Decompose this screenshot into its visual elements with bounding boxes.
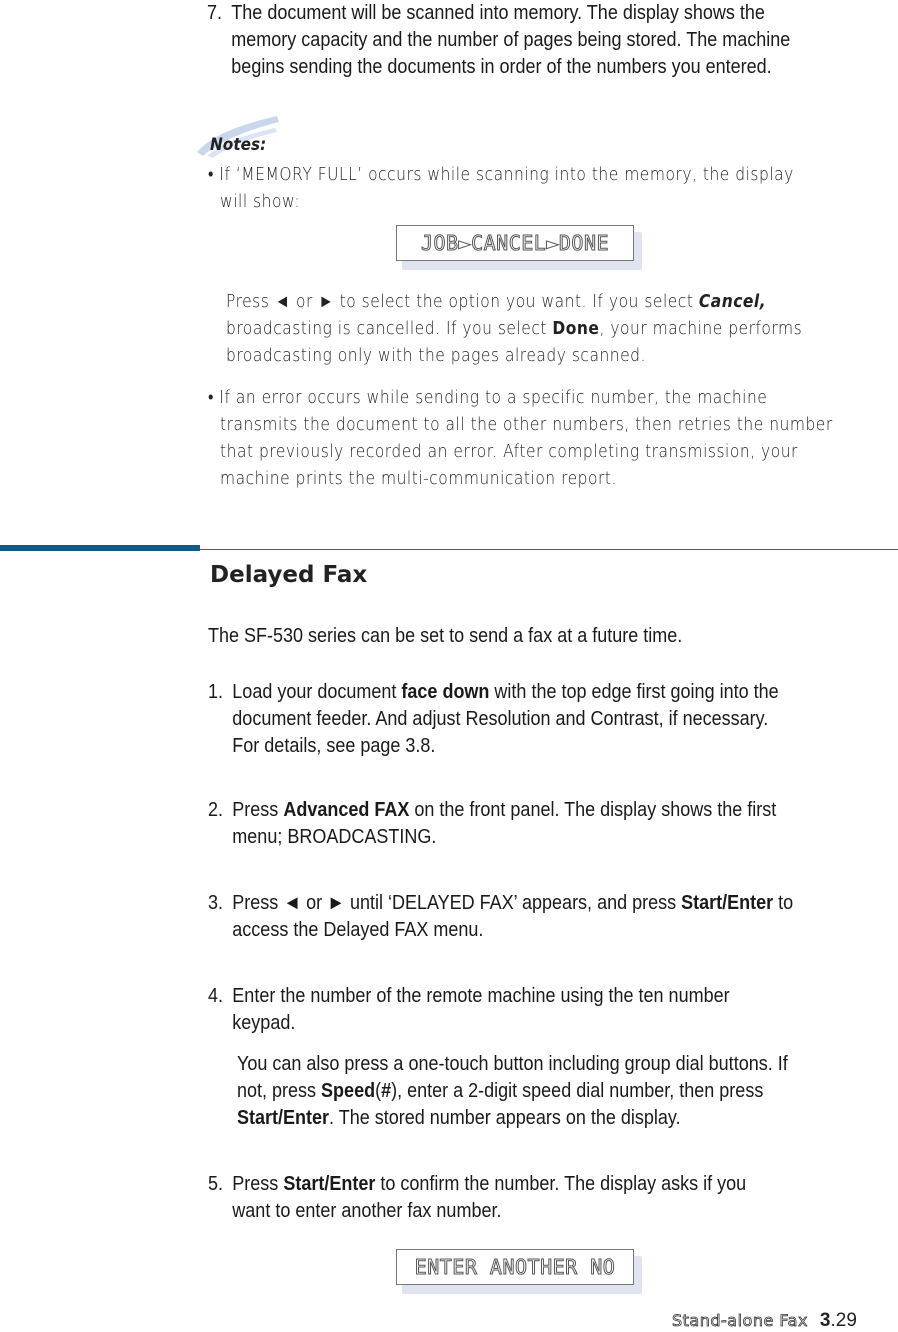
- footer-chapter: 3: [819, 1310, 831, 1331]
- step-text: Load your document: [232, 681, 402, 703]
- notes-heading: Notes:: [210, 135, 267, 155]
- note-text: broadcasting only with the pages already scanned.: [226, 345, 646, 366]
- step-bold-speed: Speed: [321, 1080, 376, 1102]
- step-1: [208, 679, 779, 760]
- notes-bullet-2: [208, 384, 833, 492]
- note-bold-cancel: Cancel,: [698, 291, 767, 312]
- step-number: 2.: [208, 799, 224, 821]
- notes-bullet-1: [208, 161, 794, 215]
- step-text: Press ◄ or ► until ‘DELAYED FAX’ appears, and press: [232, 892, 682, 914]
- step-text: Press: [232, 799, 284, 821]
- step-text: Press: [232, 1173, 284, 1195]
- note-text: • If ‘MEMORY FULL’ occurs while scanning into the memory, the display: [208, 164, 794, 185]
- step-number: 3.: [208, 892, 224, 914]
- footer-title: Stand-alone Fax: [672, 1311, 808, 1330]
- step-4-detail: [237, 1051, 788, 1132]
- step-number: 7.: [207, 2, 223, 24]
- step-text: not, press: [237, 1080, 322, 1102]
- note-bold-done: Done: [552, 318, 600, 339]
- step-text: The document will be scanned into memory. The display shows the: [231, 2, 765, 24]
- step-7: [207, 0, 790, 81]
- step-text: . The stored number appears on the display.: [329, 1107, 681, 1129]
- section-rule-accent: [0, 545, 200, 551]
- section-rule: [200, 549, 898, 550]
- step-bold: Advanced FAX: [283, 799, 410, 821]
- step-3: [208, 890, 793, 944]
- step-text: (: [375, 1080, 382, 1102]
- step-5: [208, 1171, 746, 1225]
- step-bold-start: Start/Enter: [237, 1107, 330, 1129]
- step-text: menu; BROADCASTING.: [232, 826, 437, 848]
- page-footer: [672, 1310, 857, 1332]
- step-text: access the Delayed FAX menu.: [232, 919, 484, 941]
- step-text: For details, see page 3.8.: [232, 735, 436, 757]
- notes-press-paragraph: [226, 288, 802, 369]
- step-text: want to enter another fax number.: [232, 1200, 502, 1222]
- step-text: memory capacity and the number of pages being stored. The machine: [231, 29, 791, 51]
- step-text: You can also press a one-touch button including group dial buttons. If: [237, 1053, 788, 1075]
- step-number: 4.: [208, 985, 224, 1007]
- step-text: begins sending the documents in order of the numbers you entered.: [231, 56, 772, 78]
- section-title: Delayed Fax: [210, 562, 368, 588]
- step-2: [208, 797, 776, 851]
- step-number: 1.: [208, 681, 224, 703]
- step-text: with the top edge first going into the: [489, 681, 779, 703]
- step-text: document feeder. And adjust Resolution and Contrast, if necessary.: [232, 708, 769, 730]
- note-text: • If an error occurs while sending to a specific number, the machine: [208, 387, 768, 408]
- step-bold: Start/Enter: [283, 1173, 376, 1195]
- footer-page-number: .29: [830, 1310, 857, 1331]
- step-text: keypad.: [232, 1012, 296, 1034]
- note-text: , your machine performs: [599, 318, 803, 339]
- step-text: Enter the number of the remote machine using the ten number: [232, 985, 730, 1007]
- lcd-display: ENTER ANOTHER NO: [396, 1249, 634, 1285]
- section-intro: The SF-530 series can be set to send a fax at a future time.: [208, 625, 683, 647]
- note-text: broadcasting is cancelled. If you select: [226, 318, 553, 339]
- note-text: will show:: [220, 191, 301, 212]
- step-bold: Start/Enter: [681, 892, 774, 914]
- lcd-display: JOB►CANCEL►DONE: [396, 225, 634, 261]
- note-text: that previously recorded an error. After completing transmission, your: [220, 441, 798, 462]
- note-text: Press ◄ or ► to select the option you want. If you select: [226, 291, 699, 312]
- note-text: machine prints the multi-communication report.: [220, 468, 617, 489]
- step-bold-hash: #: [381, 1080, 392, 1102]
- step-text: to confirm the number. The display asks if you: [375, 1173, 747, 1195]
- step-bold: face down: [401, 681, 490, 703]
- step-text: on the front panel. The display shows the first: [409, 799, 777, 821]
- note-text: transmits the document to all the other numbers, then retries the number: [220, 414, 833, 435]
- step-text: to: [773, 892, 794, 914]
- step-text: ), enter a 2-digit speed dial number, then press: [391, 1080, 764, 1102]
- step-4: [208, 983, 730, 1037]
- step-number: 5.: [208, 1173, 224, 1195]
